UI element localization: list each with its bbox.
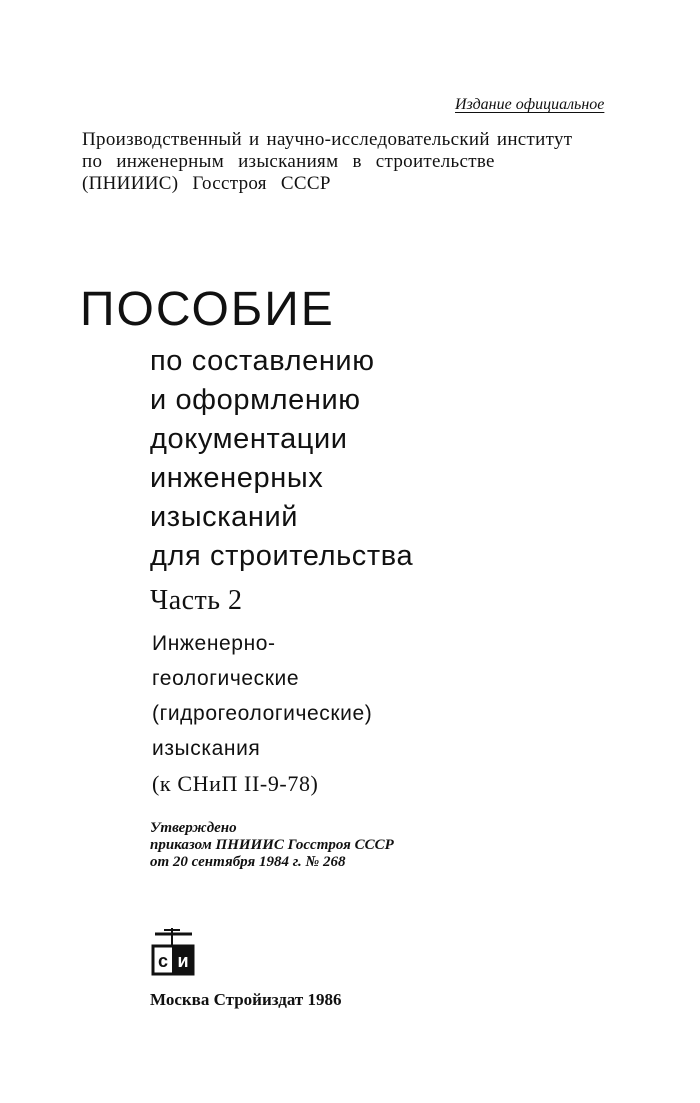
part-description [152,626,372,801]
subtitle-line: изысканий [150,501,299,533]
logo-letter-right: и [177,951,189,971]
edition-note: Издание официальное [455,96,605,113]
subtitle-line: и оформлению [150,384,361,416]
approval-block [150,820,394,871]
part-description-line: (гидрогеологические) [152,702,373,725]
snip-reference: (к СНиП II-9-78) [152,771,319,796]
part-description-line: изыскания [152,737,261,760]
subtitle-line: по составлению [150,345,375,377]
approval-line-3: от 20 сентября 1984 г. № 268 [150,854,346,870]
subtitle-line: инженерных [150,462,324,494]
organization-line-2: по инженерным изысканиям в строительстве [82,151,495,172]
document-title: ПОСОБИЕ [80,283,335,336]
document-subtitle [150,342,413,576]
subtitle-line: документации [150,423,348,455]
part-label: Часть 2 [150,585,243,616]
part-description-line: Инженерно- [152,632,276,655]
organization-line-3: (ПНИИИС) Госстроя СССР [82,173,331,194]
logo-letter-left: с [157,951,169,971]
approval-line-2: приказом ПНИИИС Госстроя СССР [150,837,394,853]
subtitle-line: для строительства [150,540,414,572]
publisher-line: Москва Стройиздат 1986 [150,990,342,1009]
organization-block [82,129,572,195]
stroyizdat-logo-icon [150,928,196,976]
organization-line-1: Производственный и научно-исследовательский институт [82,129,573,150]
approval-line-1: Утверждено [150,820,237,836]
part-description-line: геологические [152,667,300,690]
